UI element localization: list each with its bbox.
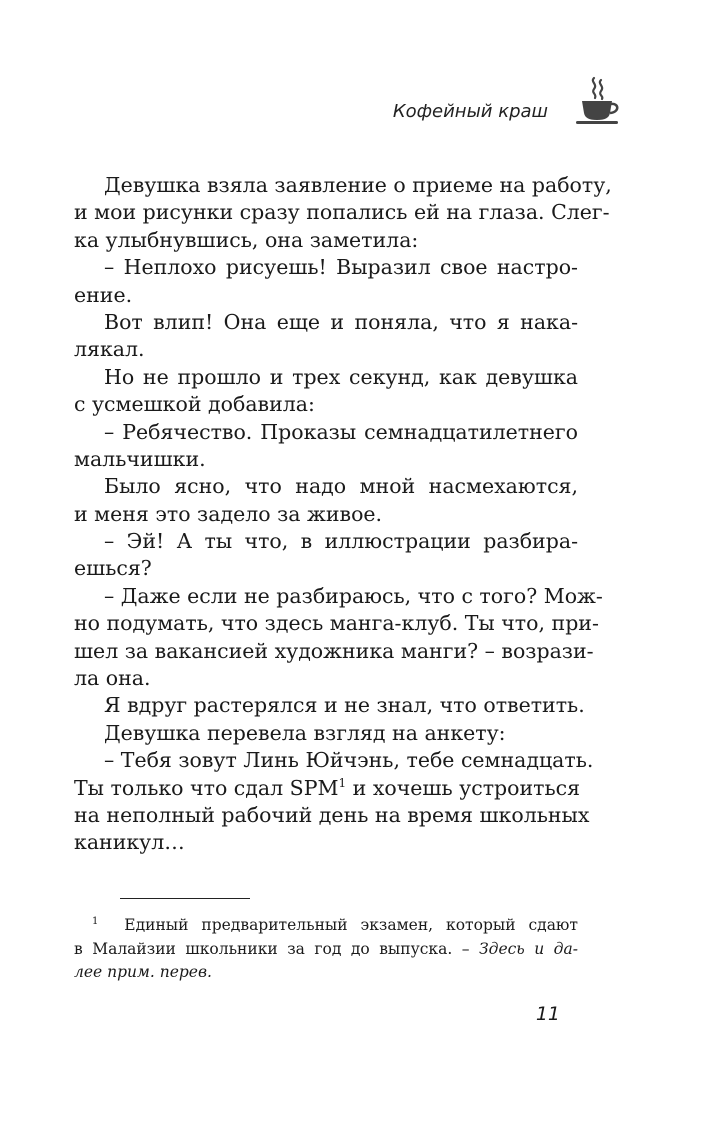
- text-line: Девушка перевела взгляд на анкету:: [104, 720, 506, 745]
- coffee-cup-icon: [574, 76, 620, 126]
- text-line: Было ясно, что надо мной насмехаются,: [104, 474, 578, 499]
- text-line: [74, 775, 581, 802]
- page-header: [0, 76, 709, 126]
- text-line: ла она.: [74, 666, 151, 691]
- text-line: Я вдруг растерялся и не знал, что ответить.: [104, 693, 585, 718]
- text-line: шел за вакансией художника манги? – возрази-: [74, 638, 594, 663]
- running-title: Кофейный краш: [392, 101, 548, 122]
- footnote: [74, 914, 578, 985]
- footnote-note: лее прим. перев.: [74, 963, 212, 981]
- text-line: – Тебя зовут Линь Юйчэнь, тебе семнадцать.: [104, 748, 594, 773]
- text-line: – Даже если не разбираюсь, что с того? Мож-: [104, 583, 603, 608]
- text-line: ешься?: [74, 556, 152, 581]
- text-fragment: и хочешь устроиться: [346, 775, 581, 800]
- text-line: лякал.: [74, 337, 145, 362]
- text-fragment: Ты только что сдал SPM: [74, 775, 339, 800]
- text-line: на неполный рабочий день на время школьных: [74, 802, 590, 827]
- text-line: мальчишки.: [74, 446, 206, 471]
- text-line: но подумать, что здесь манга-клуб. Ты что, при-: [74, 611, 599, 636]
- text-line: ение.: [74, 282, 133, 307]
- body-text: [74, 172, 612, 857]
- footnote-marker: 1: [92, 916, 99, 927]
- text-line: – Неплохо рисуешь! Выразил свое настро-: [104, 255, 578, 280]
- text-line: – Ребячество. Проказы семнадцатилетнего: [104, 419, 578, 444]
- footnote-text: Единый предварительный экзамен, который сдают: [124, 916, 578, 934]
- footnote-line: [74, 961, 578, 985]
- footnote-note: Здесь и да-: [478, 939, 578, 958]
- text-line: и меня это задело за живое.: [74, 501, 383, 526]
- text-line: с усмешкой добавила:: [74, 392, 315, 417]
- text-line: каникул…: [74, 830, 185, 855]
- text-line: – Эй! А ты что, в иллюстрации разбира-: [104, 529, 578, 554]
- footnote-line: [74, 938, 578, 962]
- footnote-reference[interactable]: 1: [338, 775, 347, 790]
- text-line: Девушка взяла заявление о приеме на работу,: [104, 173, 612, 197]
- text-line: Вот влип! Она еще и поняла, что я нака-: [104, 309, 578, 334]
- page-number: 11: [535, 1003, 560, 1025]
- footnote-line: [74, 914, 578, 938]
- footnote-text: в Малайзии школьники за год до выпуска. –: [74, 939, 470, 958]
- footnote-divider: [120, 898, 250, 899]
- text-line: ка улыбнувшись, она заметила:: [74, 227, 419, 252]
- text-line: и мои рисунки сразу попались ей на глаза. Слег-: [74, 200, 610, 225]
- text-line: Но не прошло и трех секунд, как девушка: [104, 364, 578, 389]
